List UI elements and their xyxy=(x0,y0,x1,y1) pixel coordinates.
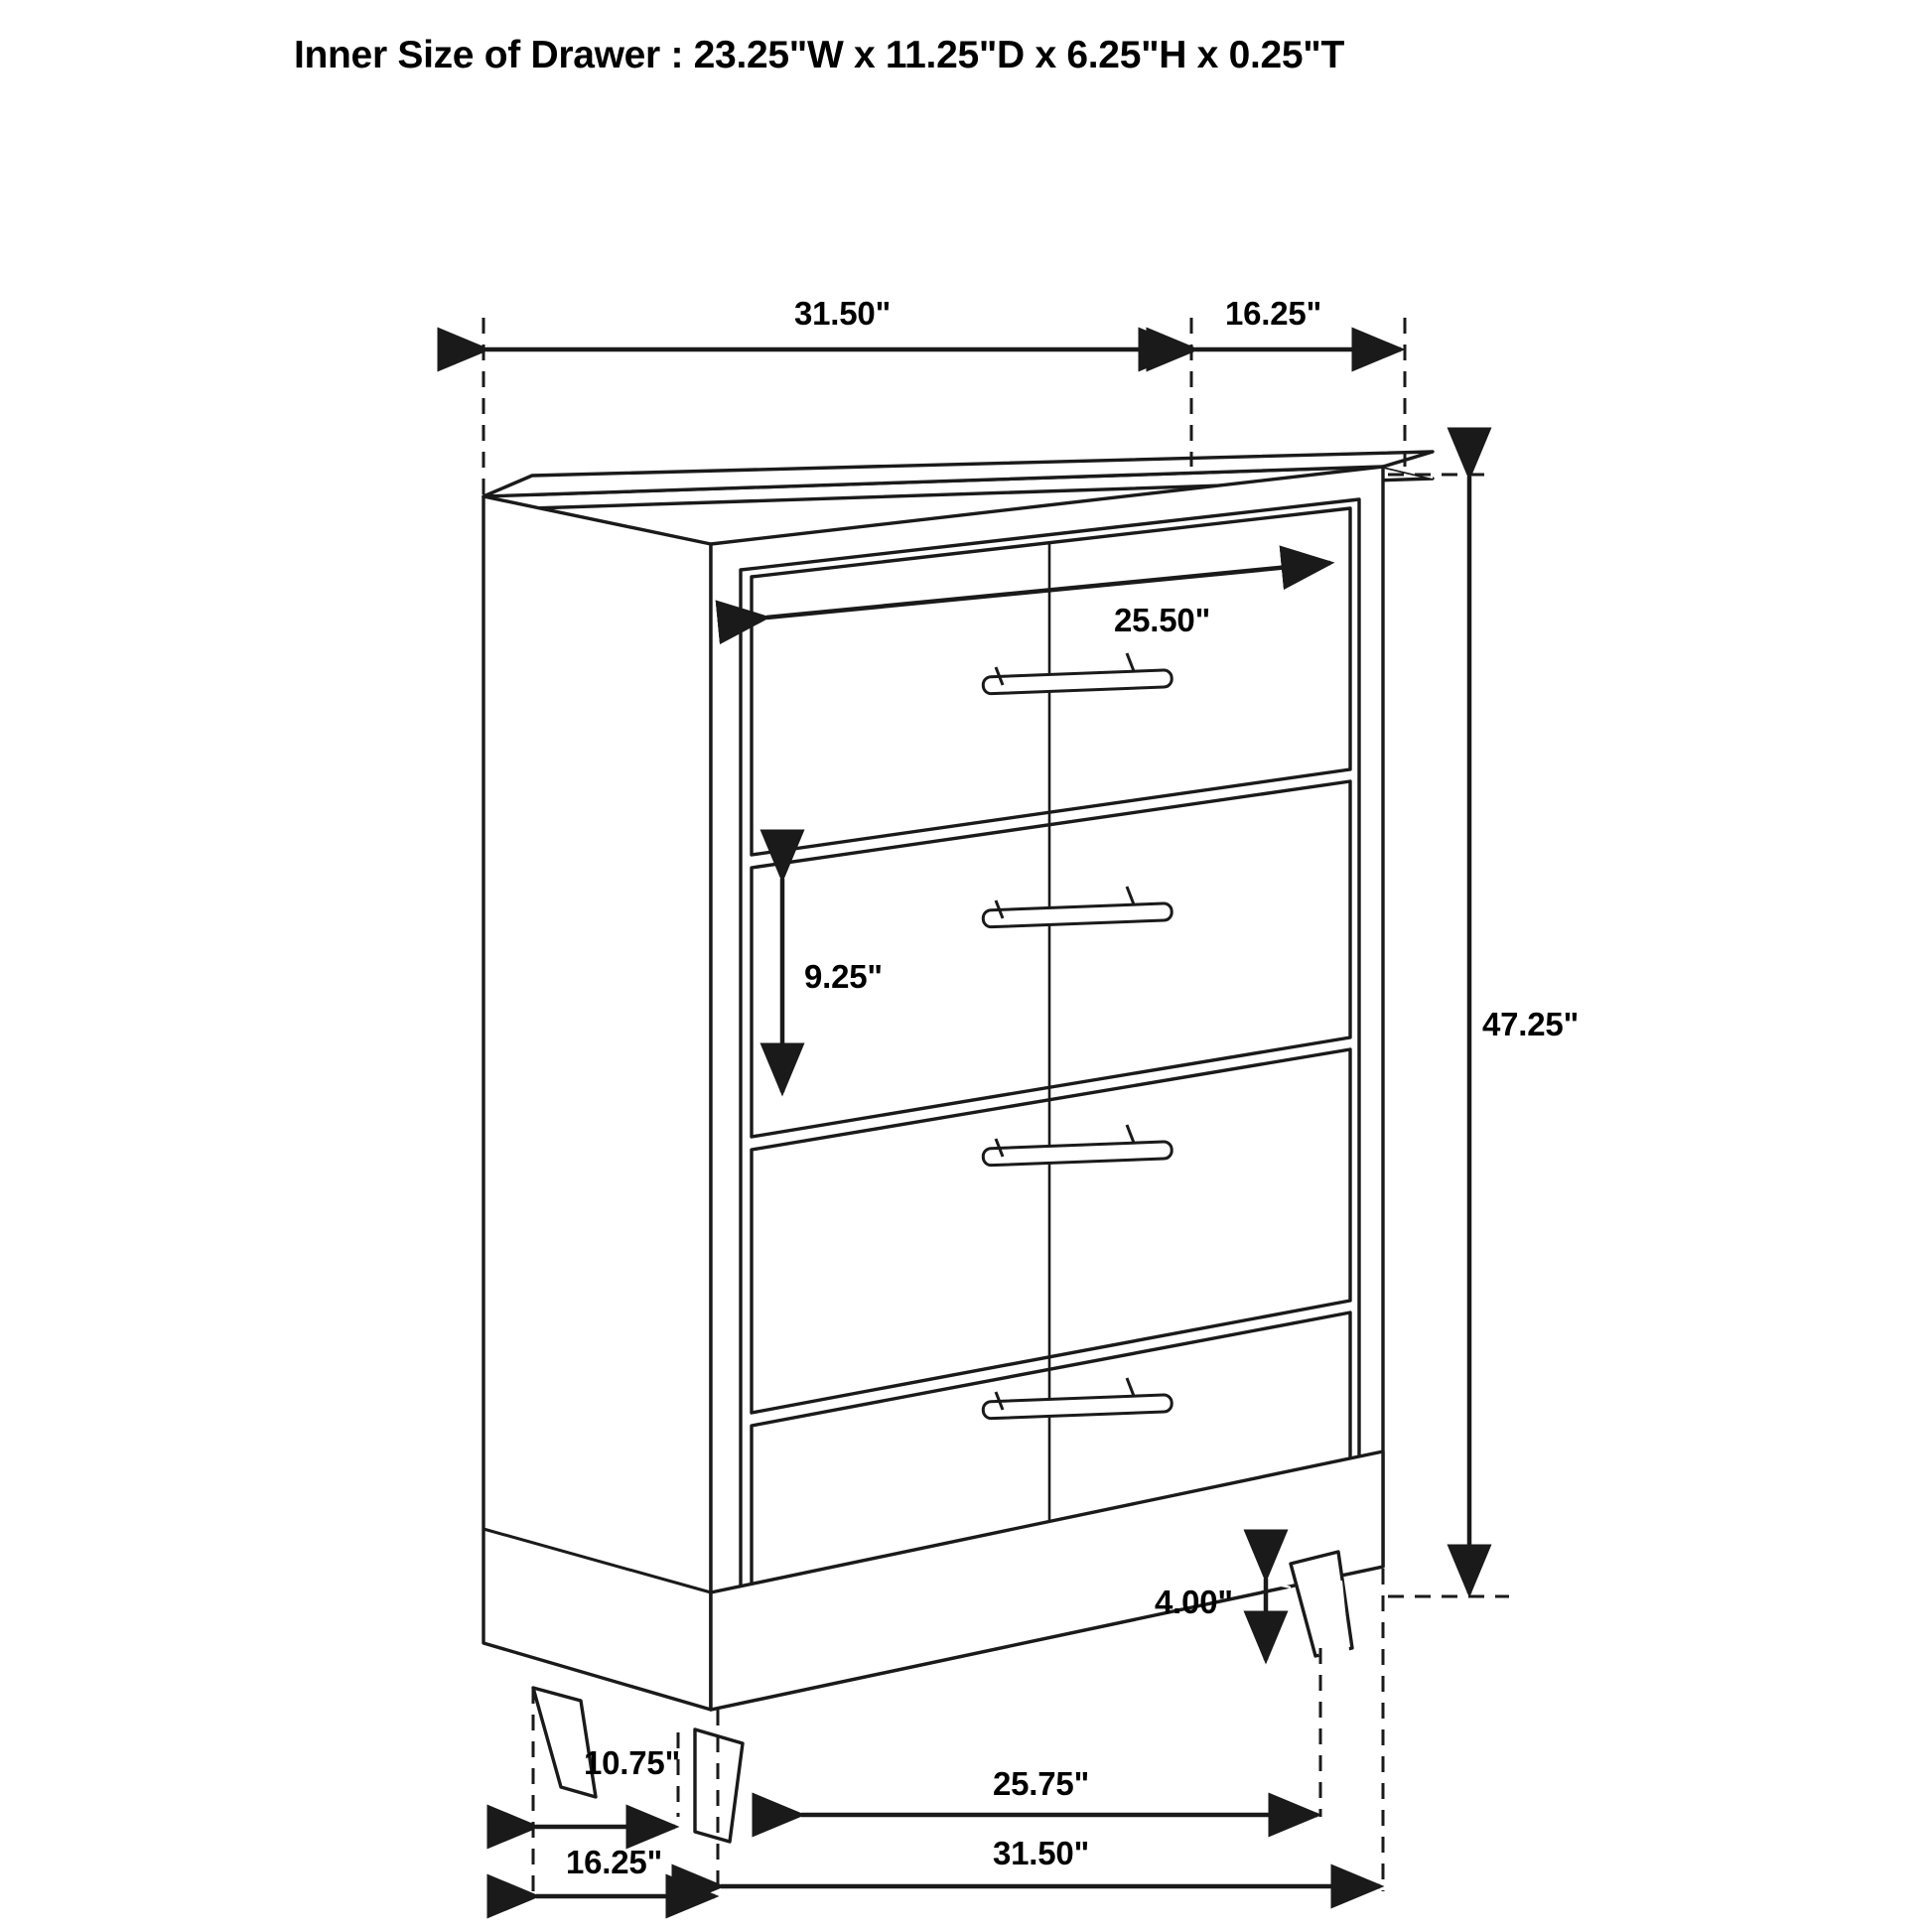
dim-label-base-inner-width: 25.75" xyxy=(993,1765,1090,1802)
dim-label-base-width: 31.50" xyxy=(993,1835,1090,1871)
dim-label-drawer-height: 9.25" xyxy=(804,958,883,995)
dim-label-foot-depth: 10.75" xyxy=(584,1744,681,1781)
dim-label-top-depth: 16.25" xyxy=(1225,295,1322,332)
chest-left-side-panel xyxy=(483,496,711,1710)
page-title: Inner Size of Drawer : 23.25"W x 11.25"D x 6.25"H x 0.25"T xyxy=(293,34,1345,76)
dim-label-base-depth: 16.25" xyxy=(566,1844,663,1880)
dim-label-top-width: 31.50" xyxy=(794,295,892,332)
dim-label-drawer-width: 25.50" xyxy=(1114,602,1211,638)
dim-label-total-height: 47.25" xyxy=(1482,1006,1580,1042)
dim-label-base-rail: 4.00" xyxy=(1155,1584,1233,1620)
chest-body xyxy=(483,452,1433,1842)
